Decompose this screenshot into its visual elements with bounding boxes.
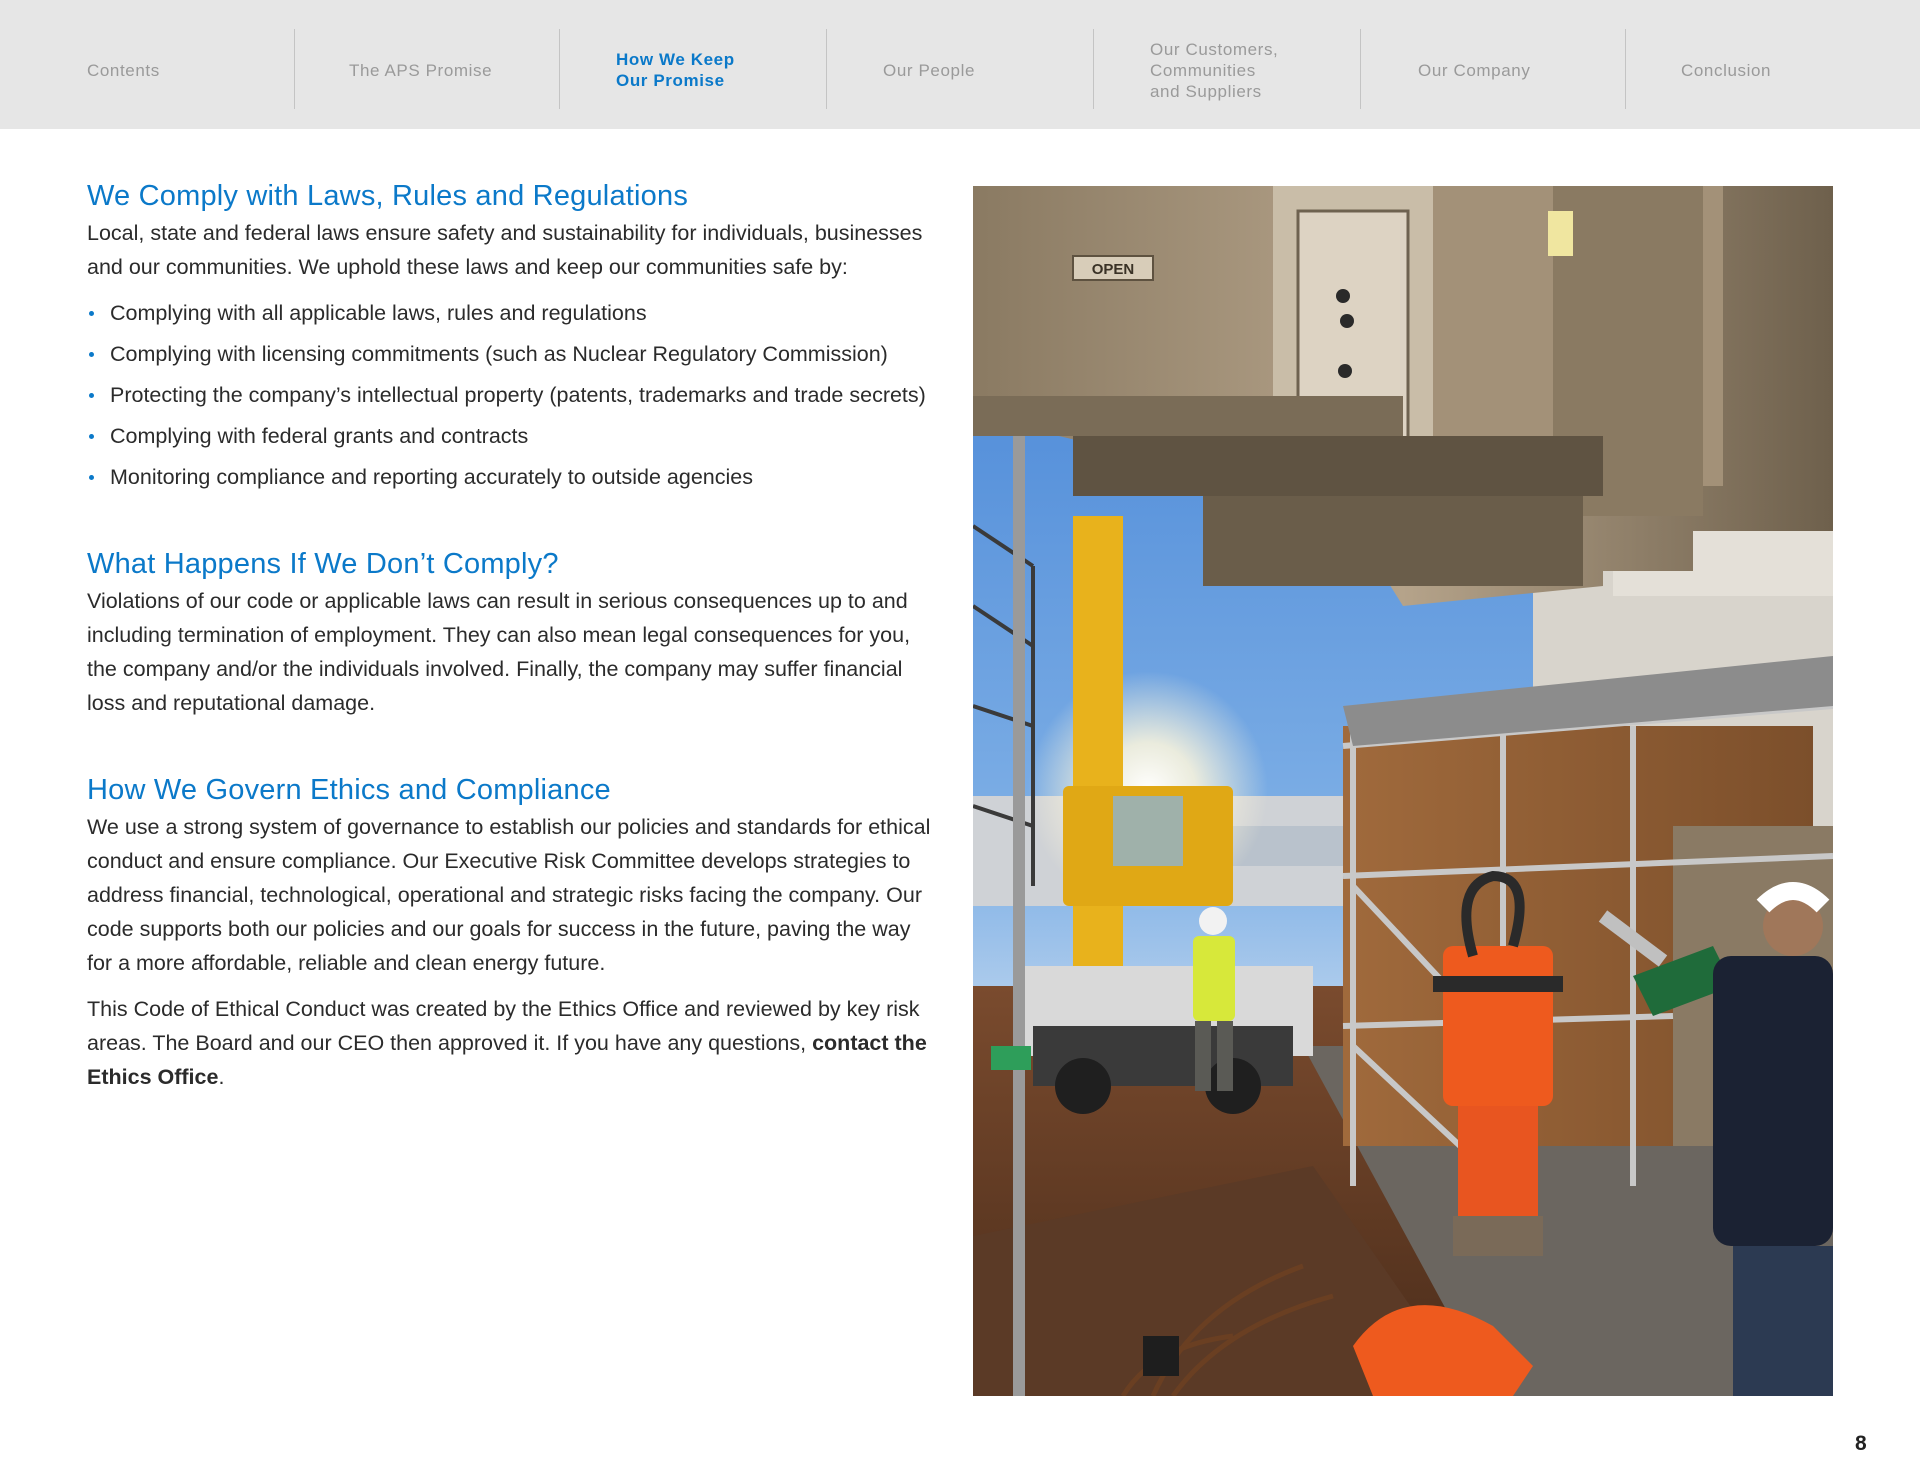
- nav-divider: [294, 29, 295, 109]
- bullet-list: [87, 296, 937, 494]
- nav-tab-customers-communities-suppliers[interactable]: Our Customers, Communities and Suppliers: [1150, 39, 1279, 101]
- list-item: Complying with licensing commitments (such as Nuclear Regulatory Commission): [87, 337, 937, 371]
- section-title: How We Govern Ethics and Compliance: [87, 774, 611, 806]
- list-item: Monitoring compliance and reporting accurately to outside agencies: [87, 460, 937, 494]
- section-intro: Local, state and federal laws ensure safety and sustainability for individuals, businesses and our communities. We uphold these laws and keep our communities safe by:: [87, 221, 923, 279]
- nav-tab-our-company[interactable]: Our Company: [1418, 60, 1531, 80]
- section-govern: [87, 770, 937, 1094]
- bullet-dot-icon: [89, 393, 94, 398]
- nav-divider: [559, 29, 560, 109]
- bullet-dot-icon: [89, 311, 94, 316]
- section-body: We use a strong system of governance to establish our policies and standards for ethical conduct and ensure compliance. Our Executive Risk Committee develops strategies to address financial, technological, operational and strategic risks facing the company. Our code supports both our policies and our goals for success in the future, paving the way for a more affordable, reliable and clean energy future.: [87, 815, 931, 975]
- section-dont-comply: [87, 544, 937, 720]
- section-body-contact: This Code of Ethical Conduct was created by the Ethics Office and reviewed by key risk areas. The Board and our CEO then approved it. If you have any questions, contact the Ethics Office.: [87, 997, 927, 1089]
- bullet-dot-icon: [89, 475, 94, 480]
- contact-ethics-office-link[interactable]: contact the Ethics Office: [87, 1031, 927, 1089]
- section-title: We Comply with Laws, Rules and Regulations: [87, 180, 689, 212]
- nav-tab-how-we-keep-our-promise[interactable]: How We Keep Our Promise: [616, 50, 735, 90]
- nav-tab-conclusion[interactable]: Conclusion: [1681, 60, 1772, 80]
- page-number: 8: [1855, 1432, 1867, 1455]
- nav-tab-contents[interactable]: Contents: [87, 60, 160, 80]
- nav-divider: [1093, 29, 1094, 109]
- main-content: [87, 176, 937, 1094]
- bullet-dot-icon: [89, 434, 94, 439]
- top-navigation: [0, 0, 1920, 129]
- nav-divider: [1625, 29, 1626, 109]
- nav-divider: [826, 29, 827, 109]
- nav-divider: [1360, 29, 1361, 109]
- section-body: Violations of our code or applicable laws can result in serious consequences up to and including termination of employment. They can also mean legal consequences for you, the company and/or the individuals involved. Finally, the company may suffer financial loss and reputational damage.: [87, 589, 911, 715]
- list-item: Protecting the company’s intellectual property (patents, trademarks and trade secrets): [87, 378, 937, 412]
- bullet-dot-icon: [89, 352, 94, 357]
- list-item: Complying with federal grants and contracts: [87, 419, 937, 453]
- nav-tab-aps-promise[interactable]: The APS Promise: [349, 60, 493, 80]
- nav-tab-our-people[interactable]: Our People: [883, 60, 975, 80]
- list-item: Complying with all applicable laws, rules and regulations: [87, 296, 937, 330]
- section-comply: [87, 176, 937, 494]
- open-panel-label: OPEN: [1091, 261, 1135, 278]
- construction-site-photo: [973, 186, 1833, 1396]
- section-title: What Happens If We Don’t Comply?: [87, 548, 559, 580]
